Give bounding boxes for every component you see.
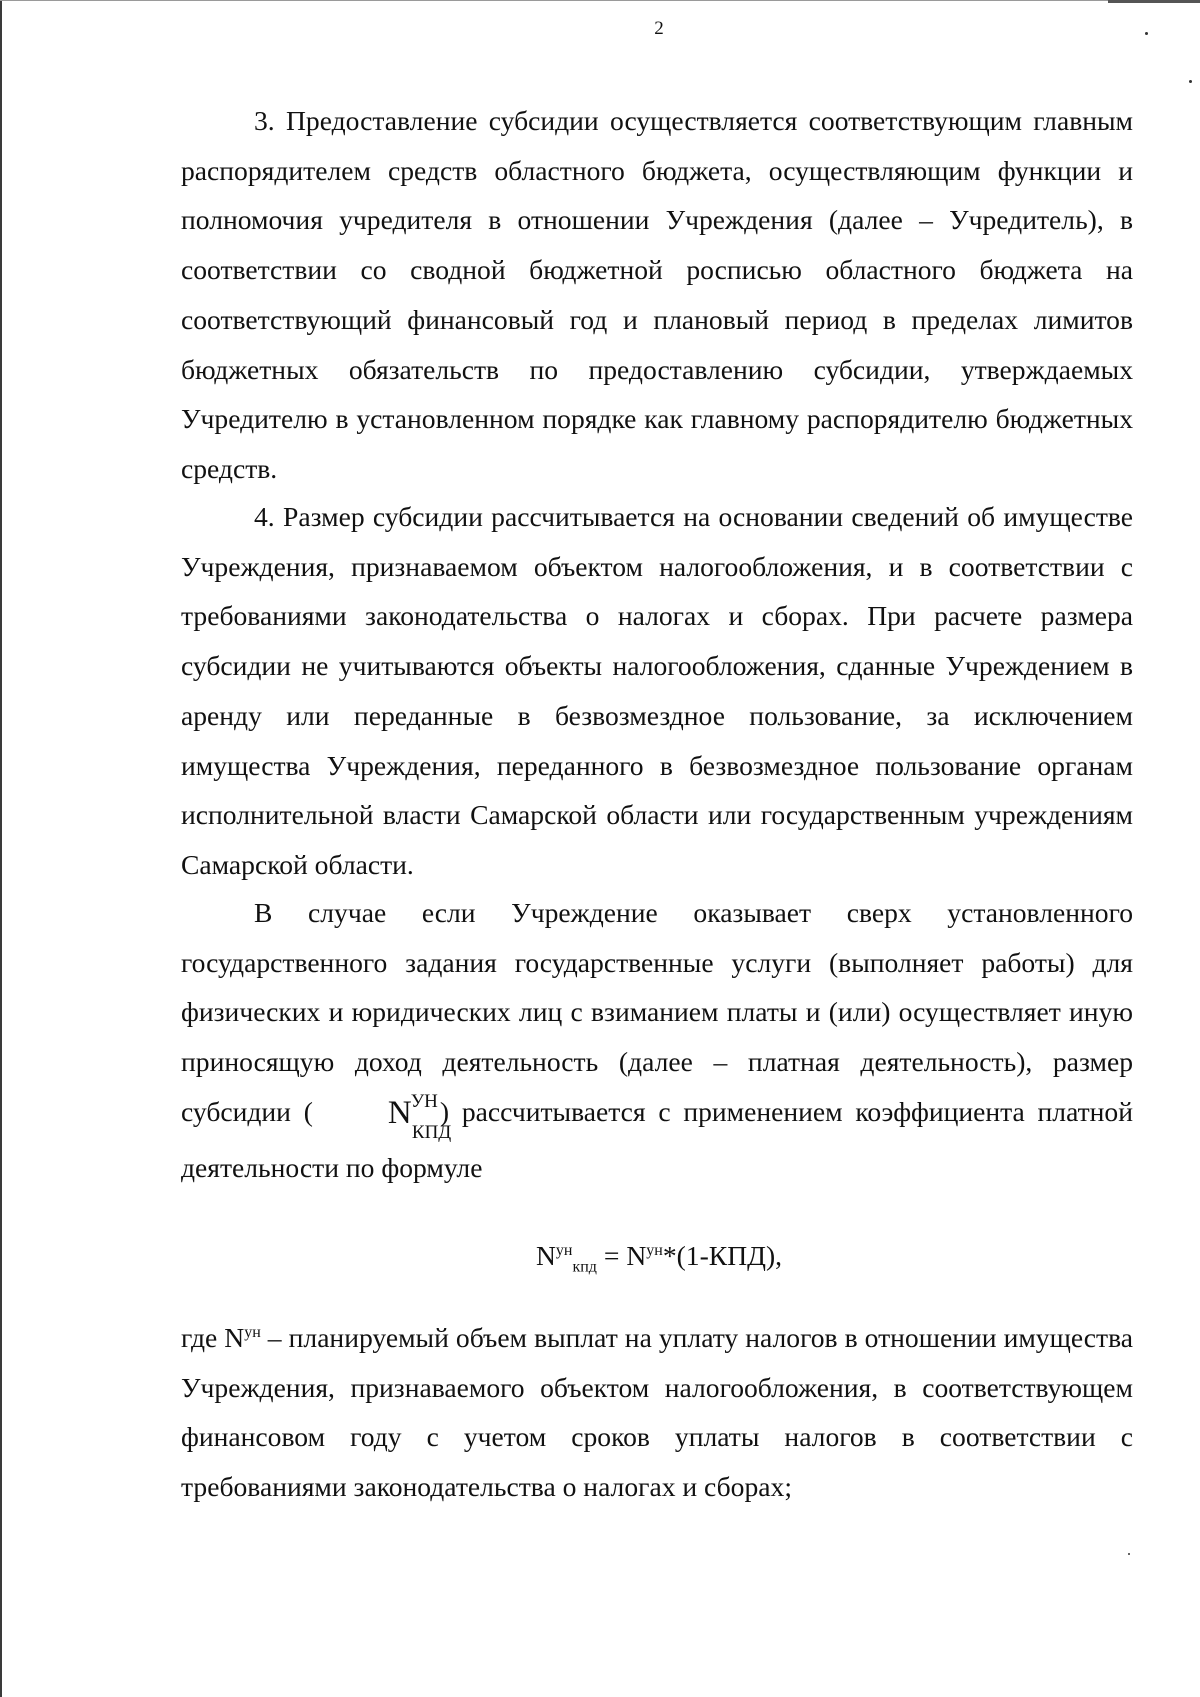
- inline-formula-n-kpd: [313, 1089, 452, 1143]
- where-prefix: где N: [181, 1322, 245, 1353]
- where-clause: [181, 1313, 1133, 1512]
- scan-speck: [1189, 80, 1192, 83]
- paragraph-3-block: [181, 96, 1133, 494]
- formula-equals: =: [596, 1240, 627, 1271]
- where-text: – планируемый объем выплат на уплату налогов в отношении имущества Учреждения, признаваемого объектом налогообложения, в соответствующем финансовом году с учетом сроков уплаты налогов в соответствии с требованиями законодательства о налогах и сборах;: [181, 1322, 1133, 1503]
- formula-rhs-rest: *(1-КПД),: [662, 1240, 783, 1271]
- paragraph-paid-activity-text-after: ) рассчитывается с применением коэффициента платной деятельности по формуле: [181, 1095, 1133, 1183]
- formula-lhs-subscript: кпд: [572, 1258, 597, 1276]
- formula-rhs-symbol: N: [626, 1240, 647, 1271]
- paragraph-4: 4. Размер субсидии рассчитывается на основании сведений об имуществе Учреждения, признаваемом объектом налогообложения, и в соответствии с требованиями законодательства о налогах и сборах. При расчете размера субсидии не учитываются объекты налогообложения, сданные Учреждением в аренду или переданные в безвозмездное пользование, за исключением имущества Учреждения, переданного в безвозмездное пользование органам исполнительной власти Самарской области или государственным учреждениям Самарской области.: [181, 501, 1133, 880]
- formula-lhs-symbol: N: [535, 1240, 556, 1271]
- scan-corner-mark: [1108, 0, 1200, 3]
- formula-lhs-superscript: ун: [555, 1241, 573, 1259]
- paragraph-paid-activity-text-before: В случае если Учреждение оказывает сверх установленного государственного задания государственные услуги (выполняет работы) для физических и юридических лиц с взиманием платы и (или) осуществляет иную приносящую доход деятельность (далее – платная деятельность), размер субсидии (: [181, 897, 1133, 1127]
- paragraph-4-block: [181, 492, 1133, 890]
- scan-left-edge: [0, 0, 2, 1697]
- paragraph-paid-activity: [181, 888, 1133, 1192]
- scan-speck: [1128, 1553, 1130, 1555]
- paragraph-paid-activity-block: [181, 888, 1133, 1192]
- scan-top-edge: [0, 0, 1200, 1]
- formula-symbol-n: N: [387, 1094, 412, 1131]
- paragraph-3: 3. Предоставление субсидии осуществляется соответствующим главным распорядителем средств областного бюджета, осуществляющим функции и полномочия учредителя в отношении Учреждения (далее – Учредитель), в соответствии со сводной бюджетной росписью областного бюджета на соответствующий финансовый год и плановый период в пределах лимитов бюджетных обязательств по предоставлению субсидии, утверждаемых Учредителю в установленном порядке как главному распорядителю бюджетных средств.: [181, 105, 1133, 484]
- where-superscript: ун: [244, 1323, 261, 1341]
- formula-rhs-superscript: ун: [646, 1241, 663, 1259]
- formula-superscript: УН: [410, 1090, 438, 1112]
- formula-subscript: КПД: [411, 1121, 452, 1143]
- centered-formula: [0, 1240, 1200, 1276]
- page-number: 2: [654, 18, 664, 39]
- where-clause-block: [181, 1313, 1133, 1512]
